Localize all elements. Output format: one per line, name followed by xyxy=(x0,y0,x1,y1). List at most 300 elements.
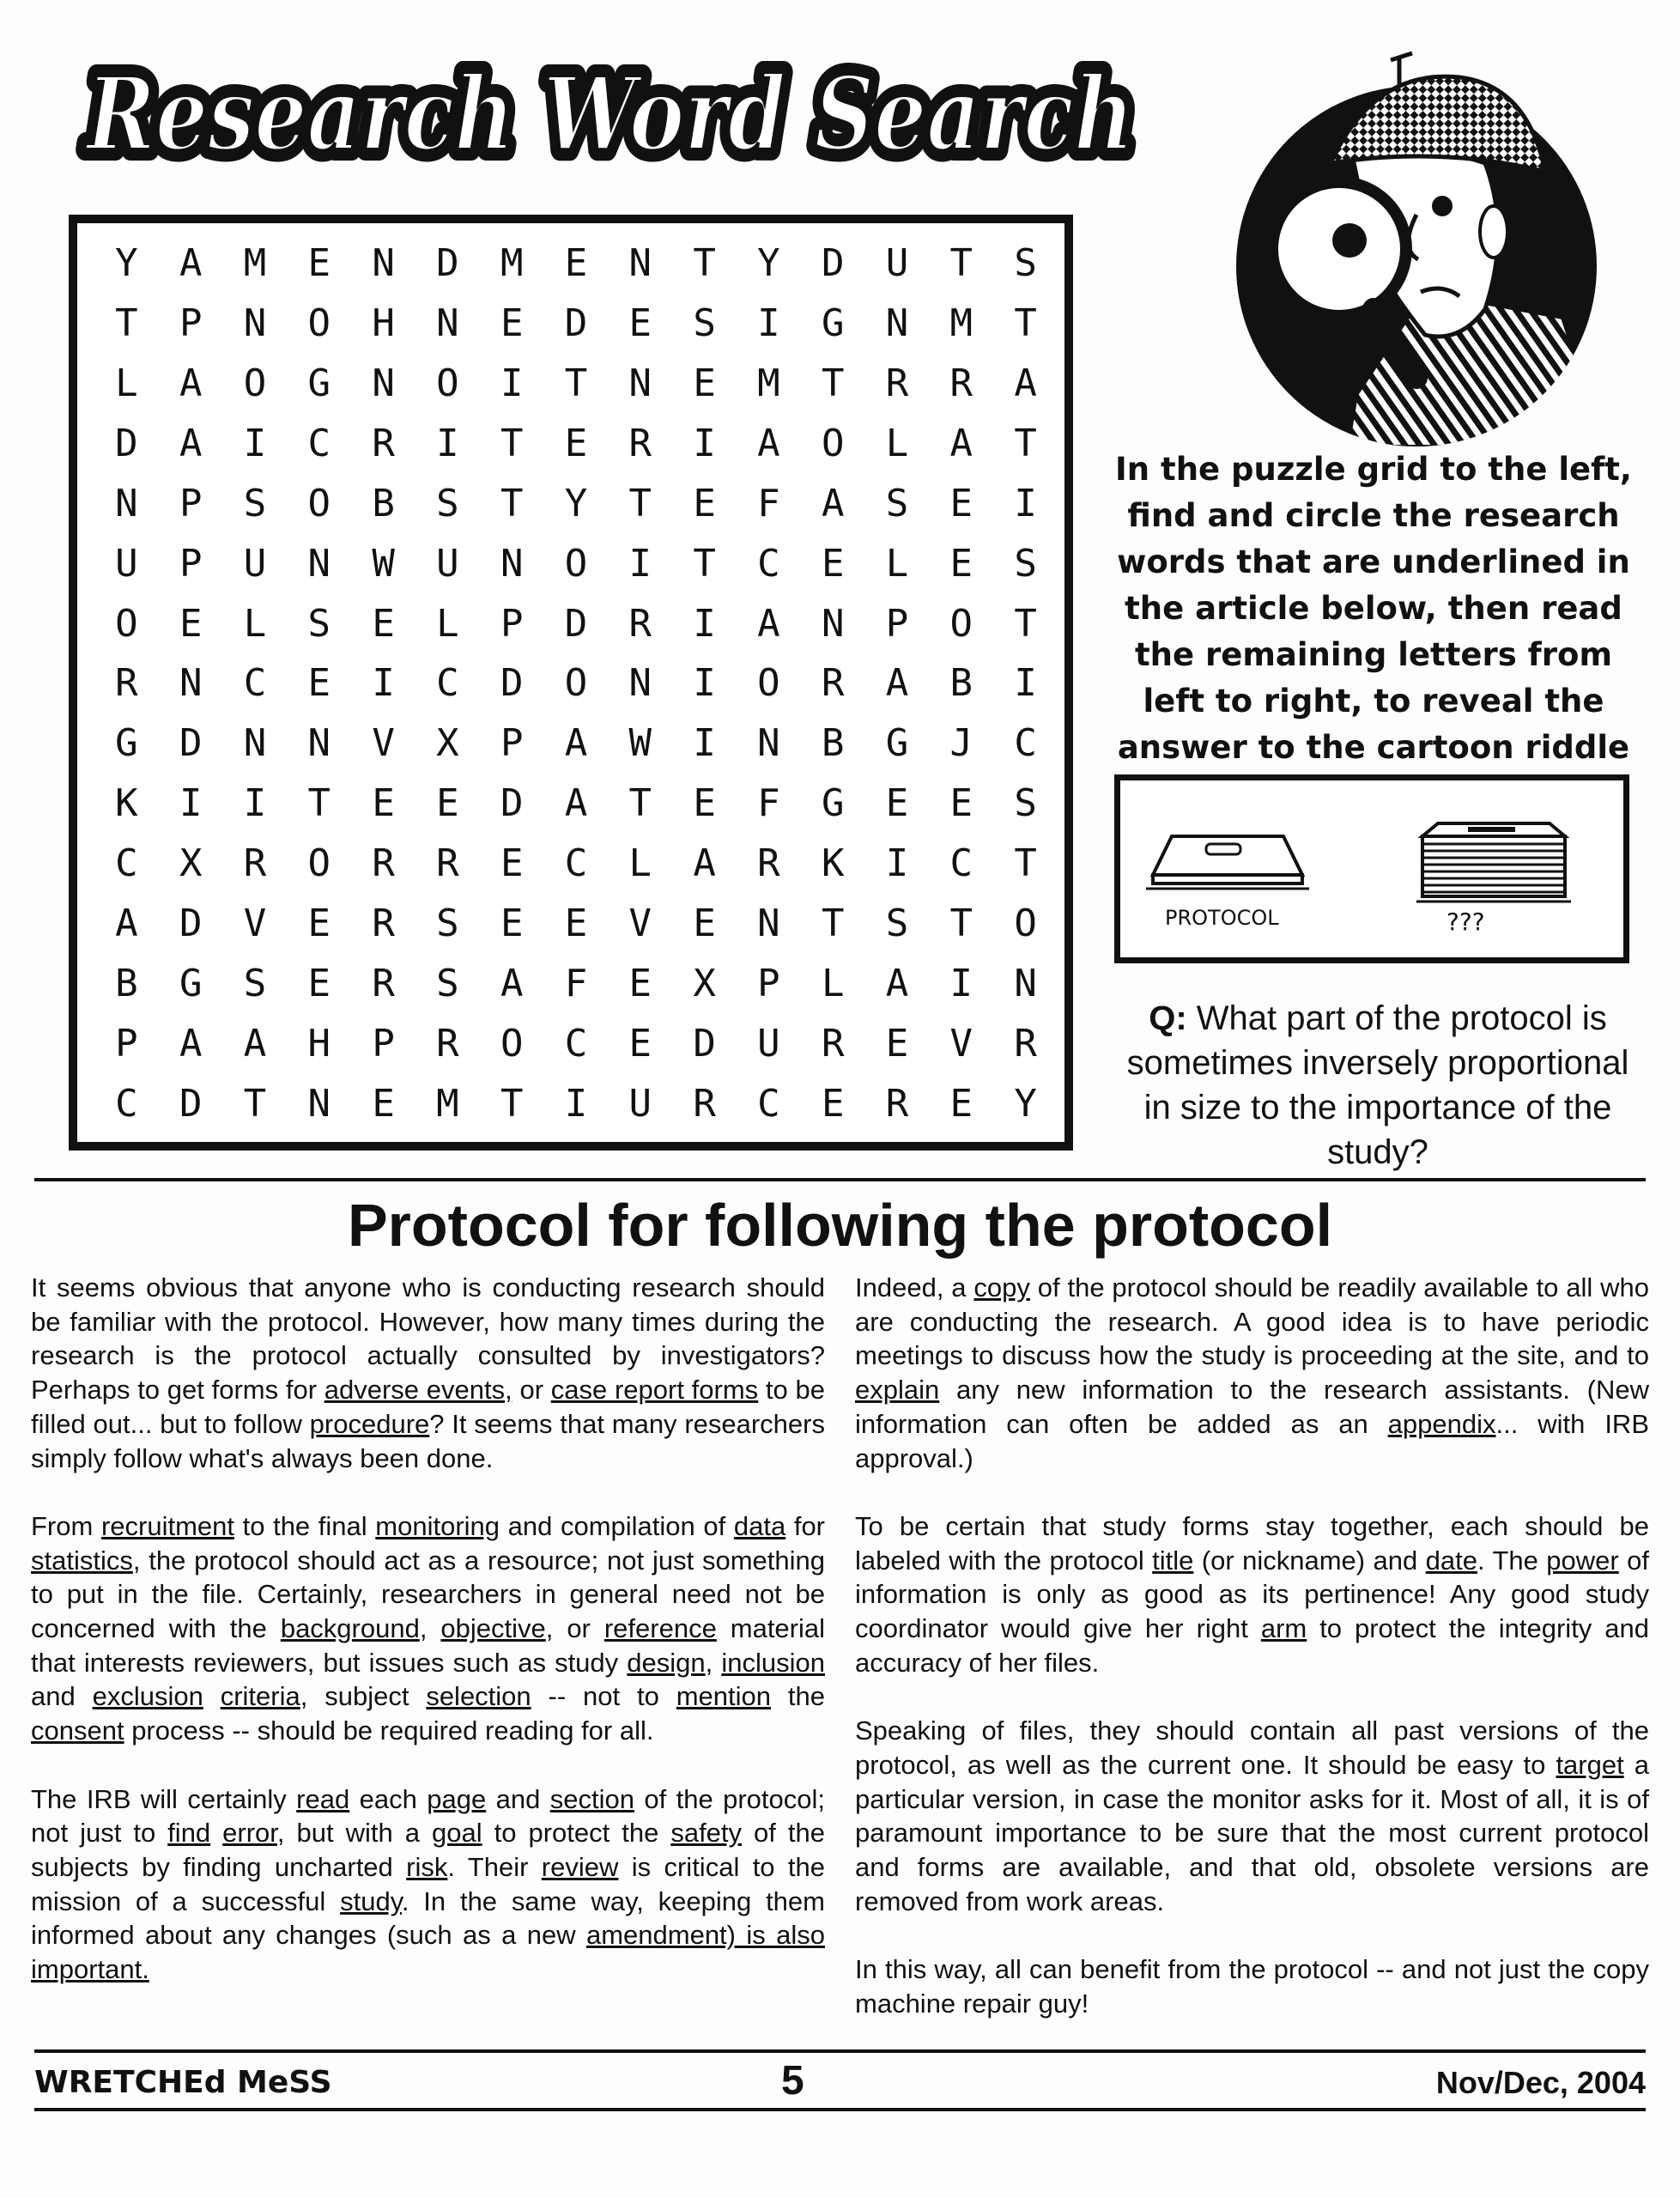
article-text: , subject xyxy=(300,1681,427,1712)
article-text: of the protocol; not just to xyxy=(31,1783,826,1849)
research-keyword: inclusion xyxy=(721,1647,825,1678)
grid-letter: T xyxy=(564,361,588,406)
article-text: , but with a xyxy=(276,1818,432,1849)
article-text: to the final xyxy=(234,1510,376,1541)
article-paragraph xyxy=(31,1271,825,1475)
research-keyword: study xyxy=(340,1885,402,1916)
grid-letter: J xyxy=(949,721,973,766)
grid-letter: C xyxy=(115,841,138,886)
grid-letter: P xyxy=(885,601,909,646)
article-text: . In the same way, keeping them informed about any changes (such as a new xyxy=(31,1885,825,1951)
grid-letter: I xyxy=(693,721,716,766)
article-text: , xyxy=(419,1613,441,1644)
grid-letter: G xyxy=(307,361,331,406)
grid-letter: A xyxy=(179,1021,203,1066)
grid-letter: A xyxy=(757,601,780,646)
grid-letter: C xyxy=(1014,721,1037,766)
grid-letter: F xyxy=(564,961,588,1005)
grid-letter: I xyxy=(949,961,973,1005)
grid-letter: E xyxy=(949,481,973,525)
grid-letter: B xyxy=(949,661,973,706)
grid-letter: R xyxy=(372,961,395,1005)
grid-letter: A xyxy=(949,422,973,466)
grid-letter: T xyxy=(500,481,524,525)
grid-letter: E xyxy=(628,961,652,1005)
article-text: ? It seems that many researchers simply follow what's always been done. xyxy=(31,1408,825,1473)
grid-letter: E xyxy=(628,301,652,346)
grid-letter: D xyxy=(564,301,588,346)
grid-letter: H xyxy=(372,301,395,346)
puzzle-title xyxy=(74,53,1147,178)
research-keyword: design xyxy=(627,1647,706,1678)
article-text: to protect the xyxy=(482,1818,671,1849)
grid-letter: T xyxy=(1014,301,1037,346)
grid-letter: L xyxy=(115,361,138,406)
grid-letter: V xyxy=(243,901,267,945)
grid-letter: R xyxy=(372,901,395,945)
thin-protocol-icon xyxy=(1146,836,1309,889)
grid-letter: O xyxy=(821,422,845,466)
research-keyword: page xyxy=(427,1783,487,1814)
grid-letter: S xyxy=(1014,781,1037,826)
grid-letter: D xyxy=(115,422,138,466)
grid-letter: R xyxy=(436,841,459,886)
article-text: any new information to the research assistants. (New information can often be added as an xyxy=(855,1375,1649,1439)
grid-letter: I xyxy=(372,661,395,706)
grid-letter: P xyxy=(179,541,203,586)
research-keyword: exclusion xyxy=(92,1681,203,1712)
grid-letter: V xyxy=(949,1021,973,1066)
research-keyword: appendix xyxy=(1387,1408,1496,1439)
grid-letter: I xyxy=(564,1081,588,1126)
article-paragraph xyxy=(855,1952,1649,2020)
article-text: the xyxy=(771,1681,825,1712)
grid-letter: L xyxy=(243,601,267,646)
article-text: and compilation of xyxy=(500,1510,734,1541)
grid-letter: T xyxy=(949,901,973,945)
article-text: From xyxy=(31,1510,101,1541)
grid-letter: E xyxy=(885,781,909,826)
article-text: Indeed, a xyxy=(855,1272,974,1302)
grid-letter: E xyxy=(693,361,716,406)
grid-letter: S xyxy=(436,481,459,525)
grid-letter: O xyxy=(564,661,588,706)
grid-letter: P xyxy=(372,1021,395,1066)
grid-letter: N xyxy=(372,361,395,406)
grid-letter: C xyxy=(564,1021,588,1066)
riddle-question xyxy=(1116,996,1640,1175)
grid-letter: M xyxy=(500,241,524,286)
grid-letter: A xyxy=(115,901,138,945)
article-text: and xyxy=(31,1681,93,1712)
grid-letter: R xyxy=(693,1081,716,1126)
article-text: of the protocol should be readily available to all who are conducting the research. A good idea is to have periodic meetings to discuss how the study is proceeding at the site, and to xyxy=(855,1272,1649,1371)
grid-letter: A xyxy=(179,422,203,466)
grid-letter: P xyxy=(757,961,780,1005)
grid-letter: E xyxy=(821,1081,845,1126)
grid-letter: I xyxy=(693,661,716,706)
grid-letter: R xyxy=(243,841,267,886)
grid-letter: E xyxy=(693,901,716,945)
grid-letter: Y xyxy=(1014,1081,1037,1126)
grid-letter: I xyxy=(436,422,459,466)
grid-letter: R xyxy=(628,422,652,466)
grid-letter: K xyxy=(115,781,138,826)
grid-letter: O xyxy=(757,661,780,706)
grid-letter: T xyxy=(821,901,845,945)
grid-letter: A xyxy=(1014,361,1037,406)
research-keyword: procedure xyxy=(309,1408,430,1439)
grid-letter: A xyxy=(564,781,588,826)
grid-letter: P xyxy=(500,721,524,766)
article-text: It seems obvious that anyone who is conducting research should be familiar with the protocol. However, how many times during the research is the protocol actually consulted by investigators? Perhaps to get forms for xyxy=(31,1272,825,1406)
grid-letter: A xyxy=(885,961,909,1005)
grid-letter: S xyxy=(307,601,331,646)
research-keyword: background xyxy=(280,1613,420,1644)
article-text: a particular version, in case the monitor asks for it. Most of all, it is of paramount importance to be sure that the most current protocol and forms are available, and that old, obsolete versions are removed from work areas. xyxy=(855,1749,1649,1916)
protocol-label: PROTOCOL xyxy=(1165,906,1279,930)
grid-letter: N xyxy=(307,721,331,766)
article-text: , the protocol should act as a resource; not just something to put in the file. Certainly, researchers in general need not be concerned with the xyxy=(31,1545,825,1644)
grid-letter: R xyxy=(885,361,909,406)
grid-letter: N xyxy=(243,301,267,346)
article-text: each xyxy=(349,1783,428,1814)
grid-letter: W xyxy=(372,541,395,586)
research-keyword: reference xyxy=(603,1613,717,1644)
grid-letter: I xyxy=(500,361,524,406)
grid-letter: M xyxy=(949,301,973,346)
grid-letter: G xyxy=(115,721,138,766)
grid-letter: T xyxy=(949,241,973,286)
grid-letter: N xyxy=(757,721,780,766)
grid-letter: X xyxy=(436,721,459,766)
research-keyword: date xyxy=(1425,1545,1477,1576)
footer-bottom-rule xyxy=(34,2108,1646,2111)
grid-letter: O xyxy=(500,1021,524,1066)
grid-letter: U xyxy=(436,541,459,586)
research-keyword: monitoring xyxy=(375,1510,500,1541)
grid-letter: I xyxy=(757,301,780,346)
grid-letter: D xyxy=(821,241,845,286)
article-paragraph xyxy=(855,1271,1649,1475)
grid-letter: P xyxy=(115,1021,138,1066)
grid-letter: E xyxy=(693,781,716,826)
grid-letter: T xyxy=(500,422,524,466)
grid-letter: C xyxy=(564,841,588,886)
article-text: of information is only as good as its pertinence! Any good study coordinator would give her right xyxy=(855,1545,1650,1644)
grid-letter: A xyxy=(179,241,203,286)
research-keyword: adverse events, xyxy=(324,1375,512,1406)
puzzle-instructions: In the puzzle grid to the left, find and circle the research words that are underlined in the article below, then read the remaining letters from left to right, to reveal the answer to the cartoon riddle xyxy=(1115,451,1632,766)
grid-letter: U xyxy=(115,541,138,586)
research-keyword: mention xyxy=(676,1681,772,1712)
grid-letter: T xyxy=(307,781,331,826)
grid-letter: E xyxy=(307,961,331,1005)
grid-letter: G xyxy=(885,721,909,766)
research-keyword: selection xyxy=(426,1681,531,1712)
grid-letter: O xyxy=(564,541,588,586)
article-paragraph xyxy=(855,1714,1649,1918)
grid-letter: O xyxy=(307,841,331,886)
article-text: for xyxy=(785,1510,826,1541)
article-text: of the subjects by finding uncharted xyxy=(31,1818,825,1882)
grid-letter: C xyxy=(436,661,459,706)
article-text: In this way, all can benefit from the protocol -- and not just the copy machine repair guy! xyxy=(855,1954,1649,2019)
article-text: or xyxy=(512,1375,551,1406)
grid-letter: N xyxy=(500,541,524,586)
grid-letter: R xyxy=(885,1081,909,1126)
grid-letter: R xyxy=(821,661,845,706)
grid-letter: E xyxy=(693,481,716,525)
cartoon-riddle-box xyxy=(1114,774,1629,963)
research-keyword: consent xyxy=(31,1715,124,1746)
grid-letter: N xyxy=(628,661,652,706)
grid-letter: T xyxy=(628,481,652,525)
research-keyword: objective xyxy=(440,1613,546,1644)
grid-letter: D xyxy=(564,601,588,646)
grid-letter: O xyxy=(949,601,973,646)
research-keyword: goal xyxy=(432,1818,482,1849)
grid-letter: N xyxy=(372,241,395,286)
article-text xyxy=(210,1818,222,1848)
grid-letter: E xyxy=(307,901,331,945)
research-keyword: read xyxy=(296,1783,350,1814)
research-keyword: error xyxy=(222,1818,277,1849)
grid-letter: E xyxy=(564,422,588,466)
grid-letter: A xyxy=(885,661,909,706)
research-keyword: power xyxy=(1546,1545,1619,1576)
grid-letter: U xyxy=(243,541,267,586)
grid-letter: L xyxy=(885,541,909,586)
research-keyword: risk xyxy=(406,1851,448,1882)
article-paragraph xyxy=(855,1509,1649,1680)
grid-letter: N xyxy=(436,301,459,346)
research-keyword: title xyxy=(1152,1545,1194,1576)
grid-letter: R xyxy=(115,661,138,706)
grid-letter: R xyxy=(949,361,973,406)
cartoon-drawing xyxy=(1120,780,1623,957)
grid-letter: M xyxy=(436,1081,459,1126)
grid-letter: U xyxy=(885,241,909,286)
grid-letter: B xyxy=(372,481,395,525)
grid-letter: N xyxy=(821,601,845,646)
article-text: , or xyxy=(545,1613,604,1644)
grid-letter: D xyxy=(179,721,203,766)
grid-letter: C xyxy=(307,422,331,466)
grid-letter: I xyxy=(1014,661,1037,706)
grid-letter: E xyxy=(564,901,588,945)
article-text: The IRB will certainly xyxy=(31,1783,297,1814)
grid-letter: E xyxy=(500,901,524,945)
grid-letter: O xyxy=(1014,901,1037,945)
article-text: Speaking of files, they should contain all past versions of the protocol, as well as the current one. It should be easy to xyxy=(855,1715,1649,1780)
grid-letter: R xyxy=(372,841,395,886)
grid-letter: O xyxy=(307,481,331,525)
research-keyword: section xyxy=(549,1783,634,1814)
grid-letter: T xyxy=(500,1081,524,1126)
research-keyword: arm xyxy=(1260,1613,1307,1644)
grid-letter: D xyxy=(179,1081,203,1126)
grid-letter: A xyxy=(500,961,524,1005)
grid-letter: D xyxy=(693,1021,716,1066)
grid-letter: R xyxy=(628,601,652,646)
grid-letter: T xyxy=(115,301,138,346)
research-keyword: recruitment xyxy=(100,1510,234,1541)
thick-stack-icon xyxy=(1416,823,1571,902)
grid-letter: N xyxy=(757,901,780,945)
grid-letter: F xyxy=(757,781,780,826)
grid-letter: M xyxy=(757,361,780,406)
research-keyword: criteria xyxy=(220,1681,300,1712)
mystery-label: ??? xyxy=(1446,908,1485,936)
grid-letter: A xyxy=(693,841,716,886)
grid-letter: R xyxy=(436,1021,459,1066)
grid-letter: D xyxy=(500,781,524,826)
grid-letter: E xyxy=(628,1021,652,1066)
grid-letter: S xyxy=(1014,541,1037,586)
grid-letter: T xyxy=(1014,841,1037,886)
svg-text:Research Word Search: Research Word Search xyxy=(84,54,1134,173)
grid-letter: A xyxy=(179,361,203,406)
grid-letter: A xyxy=(243,1021,267,1066)
grid-letter: W xyxy=(628,721,652,766)
grid-letter: O xyxy=(115,601,138,646)
grid-letter: X xyxy=(693,961,716,1005)
article-text: process -- should be required reading for all. xyxy=(124,1715,654,1746)
grid-letter: L xyxy=(628,841,652,886)
research-keyword: review xyxy=(541,1851,619,1882)
title-text: Research Word Search xyxy=(84,54,1134,173)
article-text xyxy=(203,1681,221,1711)
article-text: (or nickname) and xyxy=(1193,1545,1426,1576)
grid-letter: L xyxy=(885,422,909,466)
grid-letter: I xyxy=(885,841,909,886)
grid-letter: M xyxy=(243,241,267,286)
grid-letter: L xyxy=(436,601,459,646)
grid-letter: C xyxy=(757,1081,780,1126)
grid-letter: H xyxy=(307,1021,331,1066)
grid-letter: U xyxy=(628,1081,652,1126)
grid-letter: T xyxy=(1014,601,1037,646)
research-keyword: explain xyxy=(855,1375,940,1406)
grid-letter: O xyxy=(436,361,459,406)
research-keyword: safety xyxy=(670,1818,743,1849)
article-text: to be filled out... but to follow xyxy=(31,1375,825,1439)
research-keyword: case report forms xyxy=(550,1375,759,1406)
grid-letter: R xyxy=(1014,1021,1037,1066)
grid-letter: E xyxy=(436,781,459,826)
footer-date: Nov/Dec, 2004 xyxy=(1435,2065,1646,2100)
grid-letter: P xyxy=(500,601,524,646)
article-text: . Their xyxy=(447,1851,542,1882)
grid-letter: O xyxy=(243,361,267,406)
grid-letter: S xyxy=(243,961,267,1005)
grid-letter: D xyxy=(436,241,459,286)
grid-letter: B xyxy=(821,721,845,766)
grid-letter: A xyxy=(564,721,588,766)
grid-letter: N xyxy=(179,661,203,706)
grid-letter: T xyxy=(821,361,845,406)
grid-letter: E xyxy=(949,781,973,826)
grid-letter: I xyxy=(243,781,267,826)
grid-letter: N xyxy=(307,1081,331,1126)
grid-letter: N xyxy=(628,241,652,286)
grid-letter: E xyxy=(949,1081,973,1126)
article-text: . The xyxy=(1477,1545,1547,1576)
grid-letter: I xyxy=(243,422,267,466)
grid-letter: E xyxy=(179,601,203,646)
grid-letter: E xyxy=(372,601,395,646)
grid-letter: Y xyxy=(564,481,588,525)
grid-letter: P xyxy=(179,481,203,525)
footer-page-number: 5 xyxy=(781,2058,804,2104)
grid-letter: D xyxy=(500,661,524,706)
grid-letter: Y xyxy=(757,241,780,286)
grid-letter: N xyxy=(628,361,652,406)
grid-letter: N xyxy=(307,541,331,586)
grid-letter: E xyxy=(949,541,973,586)
grid-letter: C xyxy=(115,1081,138,1126)
article-left-column xyxy=(31,1271,825,2020)
grid-letter: I xyxy=(179,781,203,826)
grid-letter: E xyxy=(372,781,395,826)
article-text: is critical to the mission of a successful xyxy=(31,1851,825,1916)
grid-letter: Y xyxy=(115,241,138,286)
grid-letter: S xyxy=(243,481,267,525)
article-headline: Protocol for following the protocol xyxy=(347,1192,1333,1259)
grid-letter: S xyxy=(436,961,459,1005)
grid-letter: T xyxy=(693,241,716,286)
grid-letter: K xyxy=(821,841,845,886)
grid-letter: T xyxy=(693,541,716,586)
article-text: ... with IRB approval.) xyxy=(855,1408,1649,1473)
article-paragraph xyxy=(31,1509,825,1748)
research-keyword: statistics xyxy=(31,1545,133,1576)
question-prefix: Q: xyxy=(1149,999,1187,1037)
grid-letter: C xyxy=(243,661,267,706)
question-text: What part of the protocol is sometimes inversely proportional in size to the importance of the study? xyxy=(1126,999,1629,1171)
grid-letter: T xyxy=(1014,422,1037,466)
grid-letter: O xyxy=(307,301,331,346)
grid-letter: E xyxy=(307,241,331,286)
grid-letter: D xyxy=(179,901,203,945)
article-right-column xyxy=(855,1271,1649,2055)
article-text: to protect the integrity and accuracy of her files. xyxy=(855,1613,1649,1678)
article-text: -- not to xyxy=(531,1681,676,1712)
research-keyword: target xyxy=(1556,1749,1624,1780)
grid-letter: V xyxy=(372,721,395,766)
article-text: and xyxy=(486,1783,550,1814)
grid-letter: E xyxy=(885,1021,909,1066)
grid-letter: A xyxy=(757,422,780,466)
research-keyword: data xyxy=(733,1510,786,1541)
research-keyword: copy xyxy=(973,1272,1030,1302)
footer-top-rule xyxy=(34,2049,1646,2053)
grid-letter: R xyxy=(821,1021,845,1066)
grid-letter: P xyxy=(179,301,203,346)
research-keyword: amendment) is also important. xyxy=(31,1920,825,1985)
grid-letter: G xyxy=(821,781,845,826)
grid-letter: E xyxy=(564,241,588,286)
grid-letter: I xyxy=(628,541,652,586)
article-text: , xyxy=(705,1647,722,1678)
grid-letter: I xyxy=(693,422,716,466)
grid-letter: E xyxy=(500,301,524,346)
grid-letter: T xyxy=(243,1081,267,1126)
grid-letter: N xyxy=(115,481,138,525)
top-divider xyxy=(34,1178,1646,1181)
grid-letter: E xyxy=(500,841,524,886)
